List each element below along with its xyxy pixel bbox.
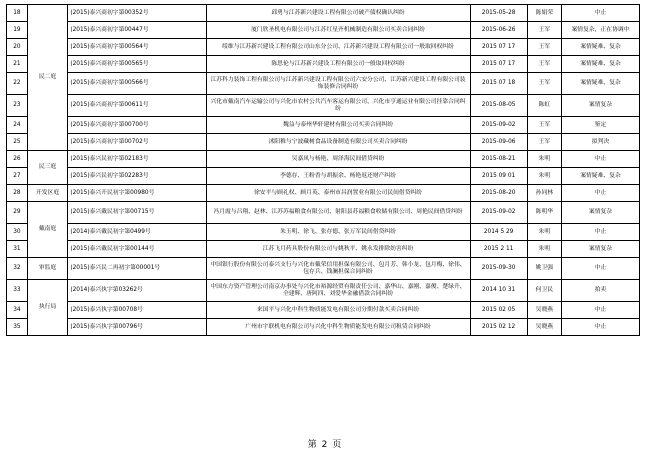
court-cell: 民二庭 — [27, 5, 68, 151]
case-number-cell: (2015)泰兴商初字第00352号 — [68, 5, 206, 22]
status-cell: 中止 — [562, 258, 640, 280]
case-title-cell: 中国银行股份有限公司泰兴支行与兴化市戴荣信用担保有限公司、包月芳、韩小龙、包月梅、徐伟、包存兵、钱澜担保合同纠纷 — [206, 258, 470, 280]
case-title-cell: 绥维与江苏新兴建设工程有限公司山东分公司、江苏新兴建设工程有限公司一般取回权纠纷 — [206, 39, 470, 56]
row-number-cell: 29 — [7, 202, 28, 224]
judge-cell: 朱明 — [527, 224, 561, 241]
status-cell: 案情疑难、复杂 — [562, 56, 640, 73]
row-number-cell: 32 — [7, 258, 28, 280]
status-cell: 中止 — [562, 5, 640, 22]
status-cell: 拍卖 — [562, 280, 640, 302]
case-number-cell: (2015)泰兴开民初字第00980号 — [68, 185, 206, 202]
case-number-cell: (2014)泰兴戴民初字第0499号 — [68, 224, 206, 241]
status-cell: 案情复杂 — [562, 241, 640, 258]
case-number-cell: (2015)泰兴商初字第00611号 — [68, 95, 206, 117]
case-title-cell: 来国平与兴化中科生物质能发电有限公司分期付款买卖合同纠纷 — [206, 302, 470, 319]
case-number-cell: (2015)泰兴戴民初字第00715号 — [68, 202, 206, 224]
table-row — [7, 168, 640, 185]
case-title-cell: 沭阳稚与宁波藏树食品设备制造有限公司买卖合同纠纷 — [206, 134, 470, 151]
filing-date-cell: 2015-06-26 — [470, 22, 527, 39]
table-row — [7, 134, 640, 151]
judge-cell: 王军 — [527, 134, 561, 151]
table-row — [7, 280, 640, 302]
status-cell: 案情疑难、复杂 — [562, 39, 640, 56]
judge-cell: 王军 — [527, 117, 561, 134]
case-title-cell: 中国东方资产管理公司南京办事处与兴化市裕源经贸有限责任公司、嘉华山、嘉刚、嘉俊、楚绿升、全建辉、唐阿四、刘爱华金融借款合同纠纷 — [206, 280, 470, 302]
status-cell: 鉴定 — [562, 117, 640, 134]
case-title-cell: 江苏科力装饰工程有限公司与江苏新兴建设工程有限公司六安分公司、江苏新兴建设工程有限公司装饰装修合同纠纷 — [206, 73, 470, 95]
status-cell: 中止 — [562, 185, 640, 202]
status-cell: 中止 — [562, 302, 640, 319]
filing-date-cell: 2015-08-05 — [470, 95, 527, 117]
row-number-cell: 33 — [7, 280, 28, 302]
table-row — [7, 319, 640, 336]
court-cell: 执行局 — [27, 280, 68, 336]
case-number-cell: (2015)泰兴执字第00708号 — [68, 302, 206, 319]
row-number-cell: 31 — [7, 241, 28, 258]
filing-date-cell: 2015 07 17 — [470, 39, 527, 56]
case-number-cell: (2015)泰兴戴民初字第00144号 — [68, 241, 206, 258]
filing-date-cell: 2015-09-06 — [470, 134, 527, 151]
court-cell: 开发区庭 — [27, 185, 68, 202]
table-row — [7, 5, 640, 22]
case-number-cell: (2015)泰兴商初字第00564号 — [68, 39, 206, 56]
status-cell: 案情疑难、复杂 — [562, 168, 640, 185]
case-title-cell: 江苏飞月药具股份有限公司与姚秋平、姚永发排除妨害纠纷 — [206, 241, 470, 258]
case-title-cell: 李德存、王粉香与胡振余、杨艳返还财产纠纷 — [206, 168, 470, 185]
table-row — [7, 56, 640, 73]
case-number-cell: (2015)泰兴民二再初字第00001号 — [68, 258, 206, 280]
court-cell: 民三庭 — [27, 151, 68, 185]
judge-cell: 吴晓燕 — [527, 319, 561, 336]
table-row — [7, 202, 640, 224]
row-number-cell: 26 — [7, 151, 28, 168]
judge-cell: 孙同林 — [527, 185, 561, 202]
case-number-cell: (2015)泰兴商初字第00566号 — [68, 73, 206, 95]
page-number: 第 2 页 — [307, 440, 343, 450]
filing-date-cell: 2015-08-21 — [470, 151, 527, 168]
row-number-cell: 27 — [7, 168, 28, 185]
status-cell: 拟判决 — [562, 134, 640, 151]
table-row — [7, 22, 640, 39]
case-number-cell: (2015)泰兴商初字第00700号 — [68, 117, 206, 134]
case-title-cell: 朱玉明、徐飞、张存德、张万军民间借贷纠纷 — [206, 224, 470, 241]
judge-cell: 何卫民 — [527, 280, 561, 302]
case-number-cell: (2015)泰兴民初字第02283号 — [68, 168, 206, 185]
judge-cell: 陈虹 — [527, 95, 561, 117]
case-number-cell: (2015)泰兴商初字第00702号 — [68, 134, 206, 151]
row-number-cell: 28 — [7, 185, 28, 202]
case-table — [6, 4, 640, 336]
filing-date-cell: 2015-09-02 — [470, 117, 527, 134]
row-number-cell: 35 — [7, 319, 28, 336]
table-row — [7, 117, 640, 134]
table-row — [7, 95, 640, 117]
filing-date-cell: 2015 07 18 — [470, 73, 527, 95]
case-table-body — [7, 5, 640, 336]
case-number-cell: (2015)泰兴执字第00796号 — [68, 319, 206, 336]
case-title-cell: 兴化市戴南汽车运输公司与兴化市农村公共汽车客运有限公司、兴化市亨通运业有限公司挂靠合同纠纷 — [206, 95, 470, 117]
case-title-cell: 徐安平与顾礼权、顾月英、泰州市昌润置业有限公司民间借贷纠纷 — [206, 185, 470, 202]
case-number-cell: (2015)泰兴民初字第02183号 — [68, 151, 206, 168]
row-number-cell: 24 — [7, 117, 28, 134]
judge-cell: 王军 — [527, 22, 561, 39]
row-number-cell: 34 — [7, 302, 28, 319]
filing-date-cell: 2015 09 01 — [470, 168, 527, 185]
filing-date-cell: 2015 02 12 — [470, 319, 527, 336]
status-cell: 案情疑难、复杂 — [562, 73, 640, 95]
judge-cell: 陈明华 — [527, 202, 561, 224]
status-cell: 案情复杂 — [562, 95, 640, 117]
table-row — [7, 224, 640, 241]
row-number-cell: 20 — [7, 39, 28, 56]
judge-cell: 吴晓燕 — [527, 302, 561, 319]
row-number-cell: 19 — [7, 22, 28, 39]
filing-date-cell: 2015-08-20 — [470, 185, 527, 202]
table-row — [7, 302, 640, 319]
status-cell: 中止 — [562, 151, 640, 168]
judge-cell: 陈娟荣 — [527, 5, 561, 22]
table-row — [7, 185, 640, 202]
row-number-cell: 23 — [7, 95, 28, 117]
judge-cell: 王军 — [527, 39, 561, 56]
case-number-cell: (2014)泰兴执字第03262号 — [68, 280, 206, 302]
case-title-cell: 广州市宇联机电有限公司与兴化中科生物质能发电有限公司租赁合同纠纷 — [206, 319, 470, 336]
court-cell: 审监庭 — [27, 258, 68, 280]
judge-cell: 朱明 — [527, 151, 561, 168]
row-number-cell: 30 — [7, 224, 28, 241]
table-row — [7, 39, 640, 56]
case-title-cell: 冯月霞与吕翔、赵林、江苏苏福粮食有限公司、射阳县苏福粮食收储有限公司、周艳民间借贷纠纷 — [206, 202, 470, 224]
row-number-cell: 18 — [7, 5, 28, 22]
case-number-cell: (2015)泰兴商初字第00447号 — [68, 22, 206, 39]
table-row — [7, 241, 640, 258]
status-cell: 中止 — [562, 319, 640, 336]
case-title-cell: 邱勇与江苏新兴建设工程有限公司破产债权确认纠纷 — [206, 5, 470, 22]
judge-cell: 王军 — [527, 73, 561, 95]
filing-date-cell: 2014 10 31 — [470, 280, 527, 302]
filing-date-cell: 2015-09-02 — [470, 202, 527, 224]
case-title-cell: 魏益与泰州华轩建材有限公司买卖合同纠纷 — [206, 117, 470, 134]
status-cell: 案情复杂 — [562, 202, 640, 224]
status-cell: 中止 — [562, 224, 640, 241]
case-number-cell: (2015)泰兴商初字第00565号 — [68, 56, 206, 73]
filing-date-cell: 2015 02 05 — [470, 302, 527, 319]
table-row — [7, 73, 640, 95]
case-title-cell: 吴嘉凤与杨艳、周泽海民间借贷纠纷 — [206, 151, 470, 168]
judge-cell: 朱明 — [527, 241, 561, 258]
judge-cell: 王军 — [527, 56, 561, 73]
case-title-cell: 陈思伦与江苏新兴建设工程有限公司一般取回权纠纷 — [206, 56, 470, 73]
filing-date-cell: 2015-09-30 — [470, 258, 527, 280]
row-number-cell: 22 — [7, 73, 28, 95]
status-cell: 案情复杂，正在协调中 — [562, 22, 640, 39]
table-row — [7, 151, 640, 168]
table-row — [7, 258, 640, 280]
filing-date-cell: 2015 2 11 — [470, 241, 527, 258]
filing-date-cell: 2015-05-28 — [470, 5, 527, 22]
judge-cell: 朱明 — [527, 168, 561, 185]
court-cell: 戴南庭 — [27, 202, 68, 258]
case-title-cell: 厦门欣圣机电有限公司与江苏红星齐机械制造有限公司买卖合同纠纷 — [206, 22, 470, 39]
filing-date-cell: 2015 07 17 — [470, 56, 527, 73]
filing-date-cell: 2014 5 29 — [470, 224, 527, 241]
row-number-cell: 25 — [7, 134, 28, 151]
judge-cell: 姚卫强 — [527, 258, 561, 280]
row-number-cell: 21 — [7, 56, 28, 73]
